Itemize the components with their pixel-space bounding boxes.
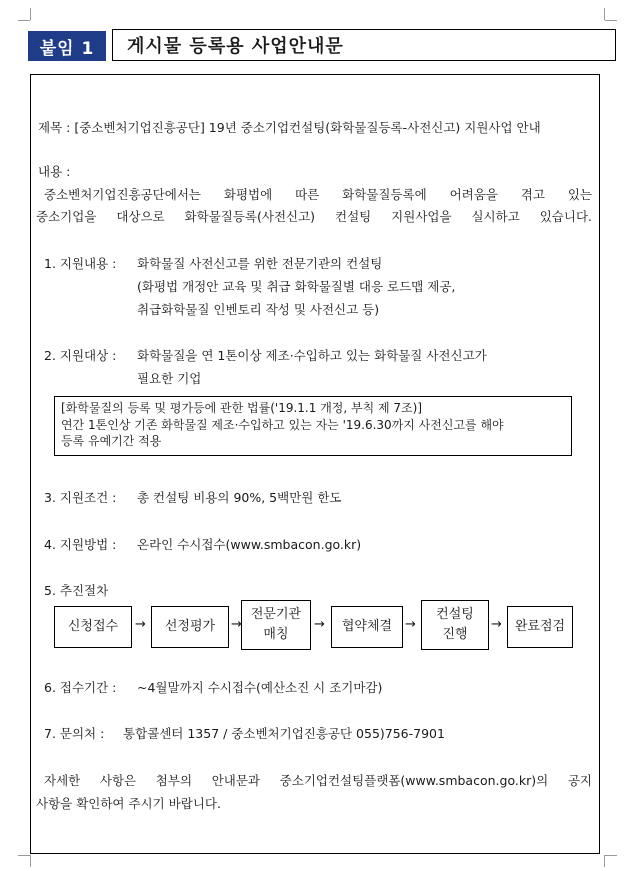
intro-line-2: 중소기업을 대상으로 화학물질등록(사전신고) 컨설팅 지원사업을 실시하고 있습니다. [36,209,592,224]
crop-mark-bottom-left-h [18,855,30,856]
step-label-line-2: 진행 [442,627,468,642]
closing-line-1: 자세한 사항은 첨부의 안내문과 중소기업컨설팅플랫폼(www.smbacon.go.kr)의 공지 [44,773,592,788]
step-label-line-1: 컨설팅 [436,607,474,622]
period-label: 6. 접수기간 : [44,680,117,695]
law-reference-box [54,396,572,456]
step-label: 선정평가 [164,619,216,634]
crop-mark-top-right-h [605,20,617,21]
arrow-icon: → [314,617,325,632]
intro-line-1: 중소벤처기업진흥공단에서는 화평법에 따른 화학물질등록에 어려움을 겪고 있는 [44,187,592,202]
support-content-label: 1. 지원내용 : [44,256,117,271]
closing-line-2: 사항을 확인하여 주시기 바랍니다. [36,796,221,811]
support-target-line-1: 화학물질을 연 1톤이상 제조·수입하고 있는 화학물질 사전신고가 [137,348,487,363]
step-label-line-2: 매칭 [263,627,289,642]
arrow-icon: → [135,617,146,632]
step-application [54,606,132,648]
law-line-2: 연간 1톤인상 기존 화학물질 제조·수입하고 있는 자는 '19.6.30까지 사전신고를 해야 [61,417,504,432]
document-title [112,29,616,61]
support-method-label: 4. 지원방법 : [44,537,117,552]
content-label: 내용 : [38,164,71,179]
support-condition-text: 총 컨설팅 비용의 90%, 5백만원 한도 [137,490,342,505]
document-title-text: 게시물 등록용 사업안내문 [127,36,344,57]
step-label: 신청접수 [67,619,119,634]
period-text: ~4월말까지 수시접수(예산소진 시 조기마감) [137,680,383,695]
support-target-label: 2. 지원대상 : [44,348,117,363]
crop-mark-top-left [30,8,31,20]
crop-mark-bottom-left [30,855,31,867]
support-content-line-1: 화학물질 사전신고를 위한 전문기관의 컨설팅 [137,256,383,271]
support-content-line-2: (화평법 개정안 교육 및 취급 화학물질별 대응 로드맵 제공, [137,279,456,294]
step-matching [241,600,311,650]
step-label: 협약체결 [341,619,393,634]
arrow-icon: → [231,617,242,632]
law-line-3: 등록 유예기간 적용 [61,434,162,448]
support-condition-label: 3. 지원조건 : [44,490,117,505]
support-method-text: 온라인 수시접수(www.smbacon.go.kr) [137,537,362,552]
step-evaluation [151,606,229,648]
contact-text: 통합콜센터 1357 / 중소벤처기업진흥공단 055)756-7901 [123,726,445,741]
procedure-label: 5. 추진절차 [44,583,109,598]
crop-mark-bottom-right-h [605,855,617,856]
crop-mark-top-right [604,8,605,20]
step-completion [507,606,573,648]
support-content-line-3: 취급화학물질 인벤토리 작성 및 사전신고 등) [137,302,380,317]
step-agreement [331,606,403,648]
step-consulting [421,600,489,650]
attachment-badge: 붙임 1 [28,31,106,61]
support-target-line-2: 필요한 기업 [137,371,202,386]
step-label: 완료점검 [514,619,566,634]
crop-mark-top-left-h [18,20,30,21]
arrow-icon: → [405,617,416,632]
law-line-1: [화학물질의 등록 및 평가등에 관한 법률('19.1.1 개정, 부칙 제 7조)] [61,401,422,415]
arrow-icon: → [491,617,502,632]
crop-mark-bottom-right [604,855,605,867]
subject-label: 제목 : [38,120,71,135]
subject-text: [중소벤처기업진흥공단] 19년 중소기업컨설팅(화학물질등록-사전신고) 지원사업 안내 [74,120,541,135]
subject-line [38,120,541,136]
step-label-line-1: 전문기관 [250,607,302,622]
contact-label: 7. 문의처 : [44,726,105,741]
